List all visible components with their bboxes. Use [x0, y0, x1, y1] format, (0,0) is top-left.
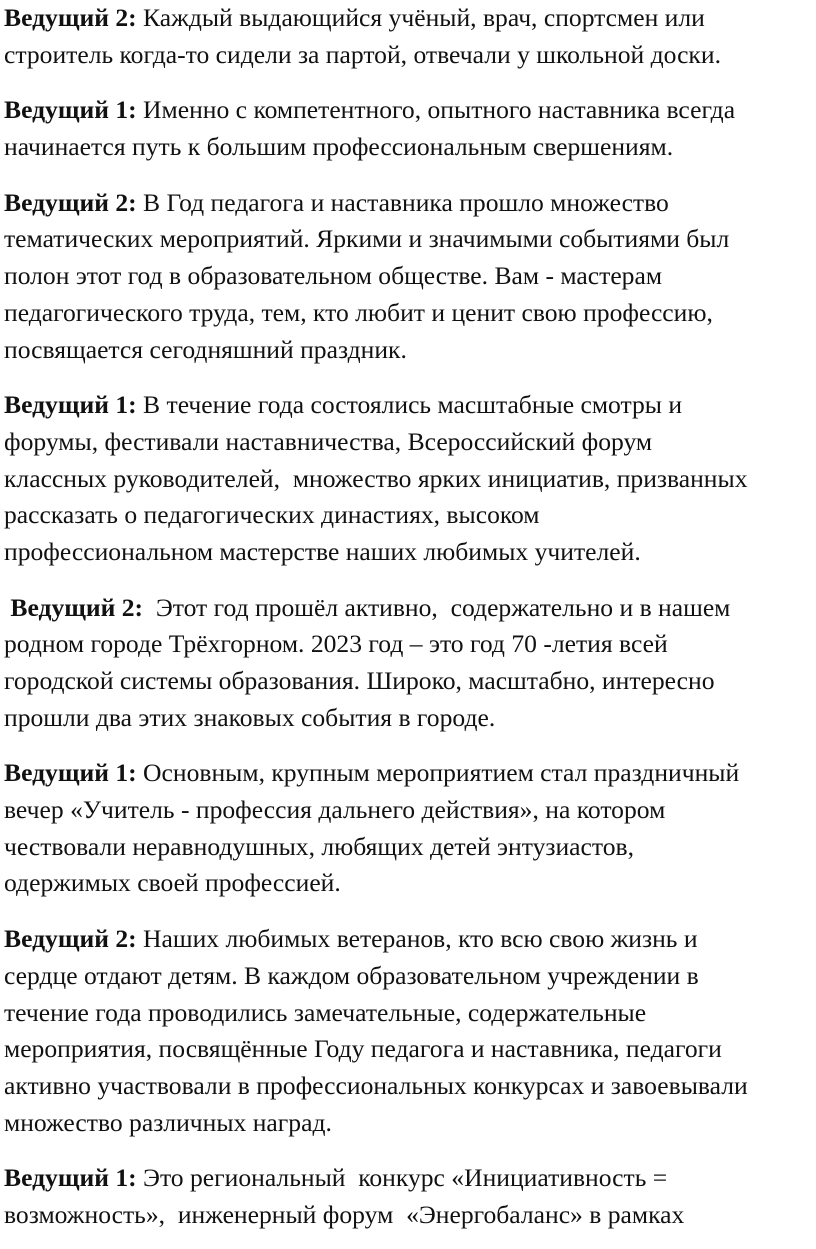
text-line: [4, 626, 816, 663]
text-line: [4, 1031, 816, 1068]
text-line: [4, 332, 816, 369]
speaker-label: Ведущий 2:: [10, 592, 144, 622]
text-line: [4, 387, 816, 424]
text-line: [4, 258, 816, 295]
text-line: [4, 1105, 816, 1142]
text-line: [4, 829, 816, 866]
text-line: [4, 497, 816, 534]
text-line: [4, 663, 816, 700]
text-line: [4, 461, 816, 498]
line-text: Именно с компетентного, опытного наставника всегда: [136, 95, 736, 125]
dialogue-paragraph: [4, 0, 816, 73]
line-text: сердце отдают детям. В каждом образовательном учреждении в: [4, 960, 699, 990]
line-text: чествовали неравнодушных, любящих детей энтузиастов,: [4, 831, 635, 861]
dialogue-paragraph: [4, 387, 816, 570]
dialogue-paragraph: [4, 92, 816, 165]
document-page: [4, 0, 816, 1234]
line-text: строитель когда-то сидели за партой, отвечали у школьной доски.: [4, 39, 721, 69]
line-text: Основным, крупным мероприятием стал праздничный: [136, 758, 740, 788]
speaker-label: Ведущий 1:: [4, 758, 137, 788]
line-text: множество различных наград.: [4, 1107, 332, 1137]
line-text: рассказать о педагогических династиях, высоком: [4, 500, 540, 530]
line-text: классных руководителей, множество ярких инициатив, призванных: [4, 463, 748, 493]
text-line: [4, 921, 816, 958]
text-line: [4, 995, 816, 1032]
speaker-label: Ведущий 2:: [4, 924, 137, 954]
line-text: форумы, фестивали наставничества, Всероссийский форум: [4, 426, 653, 456]
line-text: посвящается сегодняшний праздник.: [4, 334, 407, 364]
line-text: полон этот год в образовательном обществе. Вам - мастерам: [4, 261, 663, 291]
text-line: [4, 221, 816, 258]
line-text: родном городе Трёхгорном. 2023 год – это год 70 -летия всей: [4, 629, 668, 659]
text-line: [4, 92, 816, 129]
line-text: начинается путь к большим профессиональным свершениям.: [4, 132, 674, 162]
line-text: течение года проводились замечательные, содержательные: [4, 997, 647, 1027]
line-text: Этот год прошёл активно, содержательно и в нашем: [143, 592, 731, 622]
text-line: [4, 755, 816, 792]
dialogue-paragraph: [4, 1160, 816, 1233]
text-line: [4, 958, 816, 995]
line-text: В Год педагога и наставника прошло множество: [136, 187, 669, 217]
line-text: одержимых своей профессией.: [4, 868, 341, 898]
text-line: [4, 424, 816, 461]
text-line: [4, 792, 816, 829]
text-line: [4, 1068, 816, 1105]
speaker-label: Ведущий 2:: [4, 3, 137, 32]
dialogue-paragraph: [4, 590, 816, 737]
line-text: профессиональном мастерстве наших любимых учителей.: [4, 536, 641, 566]
line-text: Наших любимых ветеранов, кто всю свою жизнь и: [136, 924, 698, 954]
text-line: [4, 590, 816, 627]
text-line: [4, 185, 816, 222]
speaker-label: Ведущий 1:: [4, 95, 137, 125]
dialogue-paragraph: [4, 755, 816, 902]
text-line: [4, 1197, 816, 1234]
dialogue-paragraph: [4, 185, 816, 368]
text-line: [4, 129, 816, 166]
text-line: [4, 865, 816, 902]
line-text: Это региональный конкурс «Инициативность =: [136, 1163, 668, 1193]
line-text: городской системы образования. Широко, масштабно, интересно: [4, 666, 715, 695]
line-text: Каждый выдающийся учёный, врач, спортсмен или: [136, 3, 705, 32]
text-line: [4, 37, 816, 74]
line-text: тематических мероприятий. Яркими и значимыми событиями был: [4, 224, 730, 254]
speaker-label: Ведущий 1:: [4, 390, 137, 420]
text-line: [4, 534, 816, 571]
speaker-label: Ведущий 2:: [4, 187, 137, 217]
speaker-label: Ведущий 1:: [4, 1163, 137, 1193]
text-line: [4, 1160, 816, 1197]
line-text: В течение года состоялись масштабные смотры и: [136, 390, 683, 420]
text-line: [4, 295, 816, 332]
text-line: [4, 0, 816, 37]
line-text: прошли два этих знаковых события в городе.: [4, 702, 496, 732]
line-text: педагогического труда, тем, кто любит и ценит свою профессию,: [4, 297, 713, 327]
dialogue-paragraph: [4, 921, 816, 1141]
text-line: [4, 700, 816, 737]
line-text: вечер «Учитель - профессия дальнего действия», на котором: [4, 795, 666, 825]
line-text: возможность», инженерный форум «Энергобаланс» в рамках: [4, 1199, 685, 1229]
line-text: мероприятия, посвящённые Году педагога и наставника, педагоги: [4, 1034, 722, 1064]
line-text: активно участвовали в профессиональных конкурсах и завоевывали: [4, 1070, 748, 1100]
